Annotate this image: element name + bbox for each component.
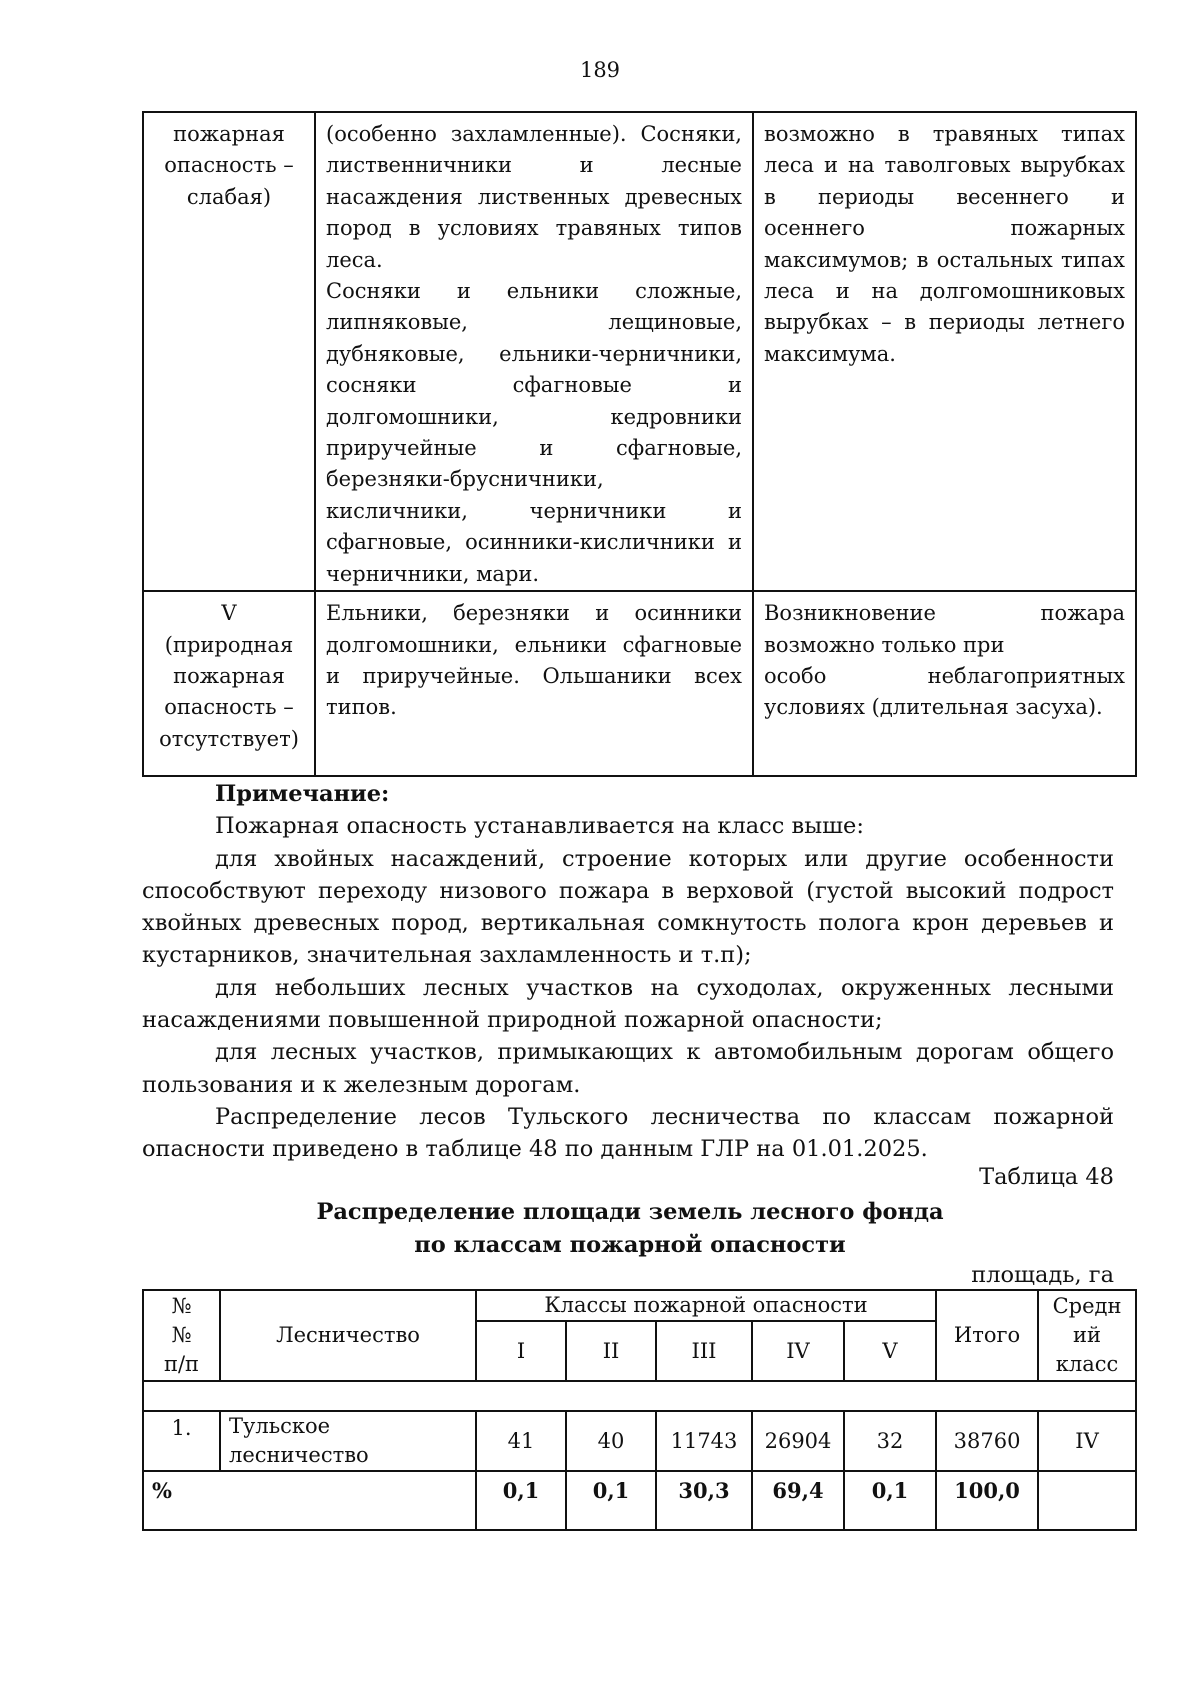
class-line: опасность – <box>164 153 294 178</box>
class-line: V <box>221 601 237 626</box>
table-unit: площадь, га <box>971 1262 1114 1288</box>
percent-cell: 0,1 <box>844 1471 936 1530</box>
class-cell <box>143 591 315 776</box>
header-row <box>143 1290 1136 1321</box>
table-caption: Таблица 48 <box>979 1164 1114 1190</box>
class-line: опасность – <box>164 695 294 720</box>
percent-cell: 30,3 <box>656 1471 752 1530</box>
avg-class-header <box>1038 1290 1136 1381</box>
table-title-line: по классам пожарной опасности <box>414 1232 846 1258</box>
class-line: отсутствует) <box>159 726 299 751</box>
conditions-text: возможно только при <box>764 632 1005 657</box>
empty-cell <box>143 1381 1136 1411</box>
class-cell <box>143 112 315 591</box>
notes-section <box>142 778 1114 1166</box>
class-header: II <box>566 1321 656 1381</box>
num-header-line: № <box>171 1323 192 1347</box>
forestry-name-line: лесничество <box>229 1443 369 1467</box>
species-cell <box>315 591 753 776</box>
forestry-name-line: Тульское <box>229 1414 331 1438</box>
class-line: слабая) <box>186 184 272 209</box>
distribution-table <box>142 1289 1137 1531</box>
table-row <box>143 1411 1136 1471</box>
value-cell: 11743 <box>656 1411 752 1471</box>
avg-header-line: Средн <box>1052 1294 1122 1318</box>
note-paragraph: для хвойных насаждений, строение которых или другие особенности способствуют переходу низового пожара в верховой (густой высокий подрост хвойных древесных пород, вертикальная сомкнутость полога крон деревьев и кустарников, значительная захламленность и т.п); <box>142 845 1114 969</box>
class-header: I <box>476 1321 566 1381</box>
species-text: Ельники, березняки и осинники долгомошники, ельники сфагновые и приручейные. Ольшаники всех типов. <box>326 601 742 720</box>
percent-cell: 0,1 <box>476 1471 566 1530</box>
species-cell <box>315 112 753 591</box>
forestry-header: Лесничество <box>220 1290 476 1381</box>
table-row <box>143 112 1136 591</box>
percent-total: 100,0 <box>936 1471 1038 1530</box>
class-line: пожарная <box>173 663 285 688</box>
row-num: 1. <box>143 1411 220 1471</box>
avg-class-cell: IV <box>1038 1411 1136 1471</box>
table-title-line: Распределение площади земель лесного фонда <box>316 1199 944 1225</box>
class-header: III <box>656 1321 752 1381</box>
note-paragraph: Пожарная опасность устанавливается на класс выше: <box>215 813 864 840</box>
table-title <box>0 1196 1200 1262</box>
percent-cell: 69,4 <box>752 1471 844 1530</box>
total-header: Итого <box>936 1290 1038 1381</box>
empty-cell <box>1038 1471 1136 1530</box>
percent-cell: 0,1 <box>566 1471 656 1530</box>
fire-class-table <box>142 111 1137 777</box>
class-header: IV <box>752 1321 844 1381</box>
conditions-text: особо неблагоприятных условиях (длительная засуха). <box>764 663 1125 720</box>
num-header-line: п/п <box>163 1352 200 1376</box>
note-paragraph: для лесных участков, примыкающих к автомобильным дорогам общего пользования и к железным дорогам. <box>142 1039 1114 1098</box>
num-header <box>143 1290 220 1381</box>
conditions-cell <box>753 112 1136 591</box>
percent-label: % <box>143 1471 476 1530</box>
page-number: 189 <box>579 58 621 82</box>
empty-row <box>143 1381 1136 1411</box>
percent-row <box>143 1471 1136 1530</box>
conditions-text: Возникновение пожара <box>764 601 1125 626</box>
note-paragraph: Распределение лесов Тульского лесничества по классам пожарной опасности приведено в таблице 48 по данным ГЛР на 01.01.2025. <box>142 1103 1114 1163</box>
class-line: пожарная <box>173 122 285 146</box>
species-text: (особенно захламленные). Сосняки, лиственничники и лесные насаждения лиственных древесных пород в условиях травяных типов леса. <box>326 122 742 272</box>
value-cell: 32 <box>844 1411 936 1471</box>
value-cell: 41 <box>476 1411 566 1471</box>
conditions-text: возможно в травяных типах леса и на таволговых вырубках в периоды весеннего и осеннего пожарных максимумов; в остальных типах леса и на долгомошниковых вырубках – в периоды летнего максимума. <box>764 122 1125 366</box>
value-cell: 26904 <box>752 1411 844 1471</box>
species-text: Сосняки и ельники сложные, липняковые, лещиновые, дубняковые, ельники-черничники, сосняки сфагновые и долгомошники, кедровники приручейные и сфагновые, березняки-брусничники, кисличники, черничники и сфагновые, осинники-кисличники и черничники, мари. <box>326 279 742 586</box>
avg-header-line: ий <box>1073 1323 1102 1347</box>
value-cell: 40 <box>566 1411 656 1471</box>
class-header: V <box>844 1321 936 1381</box>
note-paragraph: для небольших лесных участков на суходолах, окруженных лесными насаждениями повышенной природной пожарной опасности; <box>142 974 1114 1034</box>
forestry-name <box>220 1411 476 1471</box>
classes-header: Классы пожарной опасности <box>476 1290 936 1321</box>
total-cell: 38760 <box>936 1411 1038 1471</box>
num-header-line: № <box>171 1294 192 1318</box>
avg-header-line: класс <box>1055 1352 1119 1376</box>
table-row <box>143 591 1136 776</box>
class-line: (природная <box>164 632 294 657</box>
conditions-cell <box>753 591 1136 776</box>
notes-heading: Примечание: <box>215 781 390 807</box>
